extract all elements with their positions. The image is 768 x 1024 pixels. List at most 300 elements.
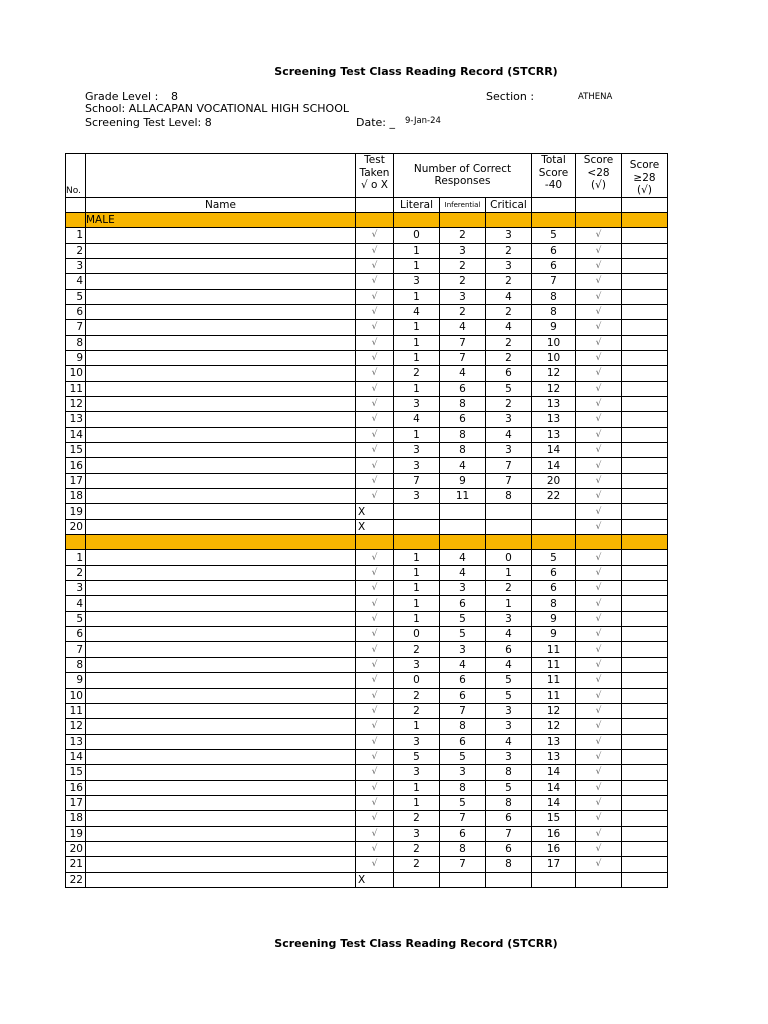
cell-no: 18 bbox=[66, 811, 86, 826]
cell-no: 16 bbox=[66, 780, 86, 795]
cell-name bbox=[86, 857, 356, 872]
cell-literal: 2 bbox=[394, 642, 440, 657]
cell-total: 12 bbox=[532, 719, 576, 734]
cell-lt28: √ bbox=[576, 489, 622, 504]
cell-total: 6 bbox=[532, 565, 576, 580]
female-section-label bbox=[86, 535, 356, 550]
cell-taken: √ bbox=[356, 243, 394, 258]
cell-critical: 7 bbox=[486, 826, 532, 841]
cell-literal: 3 bbox=[394, 396, 440, 411]
cell-total: 5 bbox=[532, 228, 576, 243]
cell-ge28 bbox=[622, 826, 668, 841]
cell-no: 20 bbox=[66, 841, 86, 856]
lt28-subheader-spacer bbox=[576, 197, 622, 212]
cell-critical: 3 bbox=[486, 719, 532, 734]
header-row-top bbox=[66, 154, 668, 198]
cell-literal: 1 bbox=[394, 350, 440, 365]
cell-taken: √ bbox=[356, 473, 394, 488]
cell-name bbox=[86, 550, 356, 565]
cell-no: 19 bbox=[66, 826, 86, 841]
cell-name bbox=[86, 596, 356, 611]
cell-lt28: √ bbox=[576, 734, 622, 749]
cell-total: 13 bbox=[532, 412, 576, 427]
cell-total: 8 bbox=[532, 304, 576, 319]
cell-name bbox=[86, 765, 356, 780]
cell-taken: √ bbox=[356, 412, 394, 427]
cell-ge28 bbox=[622, 458, 668, 473]
cell-total: 6 bbox=[532, 581, 576, 596]
cell-critical: 3 bbox=[486, 228, 532, 243]
test-taken-line-3: √ o X bbox=[361, 179, 388, 191]
cell-total bbox=[532, 504, 576, 519]
cell-inferential bbox=[440, 519, 486, 534]
cell-taken: √ bbox=[356, 228, 394, 243]
cell-lt28: √ bbox=[576, 335, 622, 350]
cell-taken: X bbox=[356, 504, 394, 519]
cell-lt28: √ bbox=[576, 627, 622, 642]
cell-literal: 5 bbox=[394, 749, 440, 764]
cell-taken: √ bbox=[356, 550, 394, 565]
column-no-header: No. bbox=[66, 154, 86, 198]
cell-literal: 2 bbox=[394, 366, 440, 381]
cell-no: 10 bbox=[66, 366, 86, 381]
cell-taken: √ bbox=[356, 335, 394, 350]
cell-ge28 bbox=[622, 381, 668, 396]
cell-lt28: √ bbox=[576, 320, 622, 335]
cell-name bbox=[86, 688, 356, 703]
cell-critical: 2 bbox=[486, 335, 532, 350]
cell-literal bbox=[394, 504, 440, 519]
cell-literal: 2 bbox=[394, 688, 440, 703]
table-row bbox=[66, 228, 668, 243]
cell-literal: 1 bbox=[394, 335, 440, 350]
table-row bbox=[66, 596, 668, 611]
cell-lt28: √ bbox=[576, 350, 622, 365]
cell-name bbox=[86, 581, 356, 596]
cell-inferential: 7 bbox=[440, 350, 486, 365]
score-lt28-line-1: Score bbox=[583, 154, 614, 166]
cell-total: 14 bbox=[532, 765, 576, 780]
cell-no: 12 bbox=[66, 396, 86, 411]
cell-total: 6 bbox=[532, 258, 576, 273]
cell-ge28 bbox=[622, 780, 668, 795]
no-subheader-spacer bbox=[66, 197, 86, 212]
cell-inferential: 8 bbox=[440, 396, 486, 411]
cell-literal: 4 bbox=[394, 304, 440, 319]
cell-literal: 1 bbox=[394, 611, 440, 626]
cell-taken: √ bbox=[356, 811, 394, 826]
cell-taken: √ bbox=[356, 381, 394, 396]
cell-inferential: 6 bbox=[440, 826, 486, 841]
cell-inferential: 3 bbox=[440, 243, 486, 258]
cell-literal: 1 bbox=[394, 565, 440, 580]
cell-lt28: √ bbox=[576, 243, 622, 258]
cell-lt28: √ bbox=[576, 381, 622, 396]
cell-no: 8 bbox=[66, 335, 86, 350]
table-row bbox=[66, 366, 668, 381]
column-literal-header: Literal bbox=[394, 197, 440, 212]
cell-no: 14 bbox=[66, 749, 86, 764]
cell-ge28 bbox=[622, 412, 668, 427]
cell-no: 4 bbox=[66, 274, 86, 289]
cell-total: 7 bbox=[532, 274, 576, 289]
cell-literal: 0 bbox=[394, 673, 440, 688]
column-score-ge28-header bbox=[622, 154, 668, 198]
cell-inferential: 3 bbox=[440, 581, 486, 596]
cell-ge28 bbox=[622, 811, 668, 826]
cell-ge28 bbox=[622, 550, 668, 565]
cell-name bbox=[86, 473, 356, 488]
cell-name bbox=[86, 335, 356, 350]
cell-total: 9 bbox=[532, 320, 576, 335]
score-ge28-line-1: Score bbox=[629, 159, 660, 171]
cell-critical: 5 bbox=[486, 381, 532, 396]
header-row-bottom bbox=[66, 197, 668, 212]
cell-critical: 6 bbox=[486, 366, 532, 381]
table-row bbox=[66, 504, 668, 519]
cell-literal: 1 bbox=[394, 427, 440, 442]
cell-inferential: 6 bbox=[440, 734, 486, 749]
cell-no: 20 bbox=[66, 519, 86, 534]
cell-total: 13 bbox=[532, 734, 576, 749]
cell-critical: 2 bbox=[486, 350, 532, 365]
cell-inferential bbox=[440, 504, 486, 519]
table-row bbox=[66, 627, 668, 642]
cell-inferential: 7 bbox=[440, 811, 486, 826]
cell-critical: 5 bbox=[486, 673, 532, 688]
cell-literal: 1 bbox=[394, 581, 440, 596]
cell-ge28 bbox=[622, 611, 668, 626]
cell-taken: √ bbox=[356, 765, 394, 780]
column-inferential-header: Inferential bbox=[440, 197, 486, 212]
cell-critical: 1 bbox=[486, 596, 532, 611]
cell-taken: √ bbox=[356, 427, 394, 442]
cell-inferential: 2 bbox=[440, 258, 486, 273]
table-row bbox=[66, 780, 668, 795]
table-row bbox=[66, 289, 668, 304]
cell-critical: 3 bbox=[486, 443, 532, 458]
cell-name bbox=[86, 366, 356, 381]
cell-taken: √ bbox=[356, 749, 394, 764]
cell-taken: √ bbox=[356, 443, 394, 458]
cell-critical: 3 bbox=[486, 749, 532, 764]
test-taken-line-2: Taken bbox=[359, 166, 390, 179]
cell-critical: 8 bbox=[486, 489, 532, 504]
cell-inferential: 5 bbox=[440, 795, 486, 810]
cell-lt28: √ bbox=[576, 473, 622, 488]
cell-name bbox=[86, 289, 356, 304]
cell-inferential: 7 bbox=[440, 857, 486, 872]
cell-ge28 bbox=[622, 396, 668, 411]
cell-lt28: √ bbox=[576, 596, 622, 611]
table-row bbox=[66, 581, 668, 596]
cell-name bbox=[86, 657, 356, 672]
cell-ge28 bbox=[622, 673, 668, 688]
cell-inferential: 6 bbox=[440, 688, 486, 703]
cell-total: 14 bbox=[532, 458, 576, 473]
cell-taken: √ bbox=[356, 642, 394, 657]
cell-inferential: 9 bbox=[440, 473, 486, 488]
cell-taken: √ bbox=[356, 350, 394, 365]
cell-critical: 5 bbox=[486, 780, 532, 795]
table-row bbox=[66, 243, 668, 258]
cell-taken: √ bbox=[356, 258, 394, 273]
cell-lt28: √ bbox=[576, 228, 622, 243]
cell-taken: √ bbox=[356, 780, 394, 795]
cell-no: 15 bbox=[66, 765, 86, 780]
cell-name bbox=[86, 611, 356, 626]
cell-no: 11 bbox=[66, 381, 86, 396]
table-row bbox=[66, 519, 668, 534]
cell-total: 20 bbox=[532, 473, 576, 488]
cell-ge28 bbox=[622, 289, 668, 304]
cell-literal: 1 bbox=[394, 289, 440, 304]
cell-total bbox=[532, 519, 576, 534]
female-section-cell bbox=[622, 535, 668, 550]
cell-no: 15 bbox=[66, 443, 86, 458]
cell-no: 16 bbox=[66, 458, 86, 473]
cell-total bbox=[532, 872, 576, 887]
cell-name bbox=[86, 458, 356, 473]
cell-inferential: 3 bbox=[440, 289, 486, 304]
cell-taken: √ bbox=[356, 673, 394, 688]
cell-lt28: √ bbox=[576, 581, 622, 596]
cell-inferential: 8 bbox=[440, 427, 486, 442]
cell-total: 22 bbox=[532, 489, 576, 504]
cell-name bbox=[86, 350, 356, 365]
table-row bbox=[66, 489, 668, 504]
cell-no: 11 bbox=[66, 703, 86, 718]
cell-name bbox=[86, 749, 356, 764]
cell-critical: 8 bbox=[486, 795, 532, 810]
cell-taken: √ bbox=[356, 320, 394, 335]
cell-inferential: 5 bbox=[440, 749, 486, 764]
cell-literal: 0 bbox=[394, 627, 440, 642]
cell-taken: √ bbox=[356, 627, 394, 642]
cell-lt28: √ bbox=[576, 258, 622, 273]
cell-name bbox=[86, 841, 356, 856]
total-score-line-1: Total bbox=[541, 154, 566, 166]
table-row bbox=[66, 734, 668, 749]
table-row bbox=[66, 841, 668, 856]
cell-lt28: √ bbox=[576, 673, 622, 688]
cell-inferential: 5 bbox=[440, 611, 486, 626]
cell-no: 1 bbox=[66, 228, 86, 243]
grade-level-value: 8 bbox=[171, 90, 178, 103]
table-row bbox=[66, 304, 668, 319]
cell-literal: 7 bbox=[394, 473, 440, 488]
cell-lt28: √ bbox=[576, 366, 622, 381]
cell-literal: 1 bbox=[394, 243, 440, 258]
cell-name bbox=[86, 642, 356, 657]
cell-literal bbox=[394, 519, 440, 534]
cell-no: 5 bbox=[66, 289, 86, 304]
cell-lt28: √ bbox=[576, 811, 622, 826]
cell-literal: 3 bbox=[394, 826, 440, 841]
cell-taken: √ bbox=[356, 289, 394, 304]
cell-name bbox=[86, 243, 356, 258]
cell-name bbox=[86, 734, 356, 749]
cell-literal: 3 bbox=[394, 734, 440, 749]
male-section-spacer bbox=[66, 212, 86, 227]
cell-total: 10 bbox=[532, 350, 576, 365]
cell-inferential: 4 bbox=[440, 565, 486, 580]
cell-total: 8 bbox=[532, 289, 576, 304]
cell-ge28 bbox=[622, 795, 668, 810]
table-row bbox=[66, 565, 668, 580]
cell-literal: 3 bbox=[394, 489, 440, 504]
cell-critical: 2 bbox=[486, 274, 532, 289]
table-row bbox=[66, 719, 668, 734]
cell-literal: 3 bbox=[394, 657, 440, 672]
cell-no: 17 bbox=[66, 795, 86, 810]
score-lt28-line-2: <28 bbox=[587, 166, 610, 179]
cell-ge28 bbox=[622, 565, 668, 580]
cell-inferential: 8 bbox=[440, 719, 486, 734]
cell-ge28 bbox=[622, 366, 668, 381]
cell-inferential: 6 bbox=[440, 381, 486, 396]
cell-ge28 bbox=[622, 304, 668, 319]
cell-no: 17 bbox=[66, 473, 86, 488]
female-section-row bbox=[66, 535, 668, 550]
cell-inferential: 7 bbox=[440, 335, 486, 350]
table-row bbox=[66, 258, 668, 273]
cell-taken: √ bbox=[356, 611, 394, 626]
cell-lt28: √ bbox=[576, 427, 622, 442]
cell-taken: √ bbox=[356, 841, 394, 856]
cell-critical: 0 bbox=[486, 550, 532, 565]
cell-inferential: 8 bbox=[440, 841, 486, 856]
cell-critical: 7 bbox=[486, 473, 532, 488]
cell-no: 13 bbox=[66, 412, 86, 427]
table-row bbox=[66, 412, 668, 427]
cell-critical: 4 bbox=[486, 289, 532, 304]
cell-inferential bbox=[440, 872, 486, 887]
cell-taken: √ bbox=[356, 565, 394, 580]
cell-critical: 2 bbox=[486, 581, 532, 596]
cell-inferential: 3 bbox=[440, 642, 486, 657]
table-row bbox=[66, 611, 668, 626]
cell-ge28 bbox=[622, 350, 668, 365]
cell-name bbox=[86, 443, 356, 458]
cell-no: 13 bbox=[66, 734, 86, 749]
cell-literal: 3 bbox=[394, 458, 440, 473]
page-title: Screening Test Class Reading Record (STCRR) bbox=[274, 65, 558, 78]
cell-inferential: 4 bbox=[440, 366, 486, 381]
cell-total: 17 bbox=[532, 857, 576, 872]
cell-ge28 bbox=[622, 320, 668, 335]
total-subheader-spacer bbox=[532, 197, 576, 212]
cell-taken: √ bbox=[356, 304, 394, 319]
table-row bbox=[66, 795, 668, 810]
cell-name bbox=[86, 396, 356, 411]
cell-lt28: √ bbox=[576, 611, 622, 626]
cell-lt28: √ bbox=[576, 765, 622, 780]
cell-name bbox=[86, 565, 356, 580]
cell-ge28 bbox=[622, 228, 668, 243]
table-row bbox=[66, 642, 668, 657]
cell-critical: 4 bbox=[486, 734, 532, 749]
test-taken-subheader-spacer bbox=[356, 197, 394, 212]
cell-total: 11 bbox=[532, 657, 576, 672]
cell-taken: √ bbox=[356, 657, 394, 672]
cell-total: 12 bbox=[532, 703, 576, 718]
score-ge28-line-4: (√) bbox=[637, 184, 652, 196]
cell-lt28: √ bbox=[576, 504, 622, 519]
cell-ge28 bbox=[622, 274, 668, 289]
table-row bbox=[66, 811, 668, 826]
female-section-cell bbox=[486, 535, 532, 550]
cell-inferential: 8 bbox=[440, 780, 486, 795]
score-ge28-line-3: ≥28 bbox=[633, 171, 656, 184]
cell-critical: 4 bbox=[486, 627, 532, 642]
cell-no: 7 bbox=[66, 642, 86, 657]
table-row bbox=[66, 703, 668, 718]
grade-level-label: Grade Level : bbox=[85, 90, 159, 103]
table-row bbox=[66, 749, 668, 764]
cell-taken: √ bbox=[356, 857, 394, 872]
score-lt28-line-3: (√) bbox=[591, 179, 606, 191]
cell-inferential: 5 bbox=[440, 627, 486, 642]
cell-name bbox=[86, 274, 356, 289]
test-taken-line-1: Test bbox=[364, 154, 385, 166]
cell-taken: √ bbox=[356, 489, 394, 504]
cell-critical: 7 bbox=[486, 458, 532, 473]
cell-critical bbox=[486, 519, 532, 534]
cell-total: 8 bbox=[532, 596, 576, 611]
cell-ge28 bbox=[622, 657, 668, 672]
cell-total: 16 bbox=[532, 841, 576, 856]
cell-taken: X bbox=[356, 519, 394, 534]
cell-ge28 bbox=[622, 703, 668, 718]
female-section-cell bbox=[394, 535, 440, 550]
cell-ge28 bbox=[622, 857, 668, 872]
cell-lt28: √ bbox=[576, 458, 622, 473]
cell-critical: 8 bbox=[486, 857, 532, 872]
cell-total: 5 bbox=[532, 550, 576, 565]
cell-critical: 3 bbox=[486, 258, 532, 273]
table-row bbox=[66, 826, 668, 841]
cell-name bbox=[86, 320, 356, 335]
cell-total: 14 bbox=[532, 780, 576, 795]
cell-inferential: 4 bbox=[440, 657, 486, 672]
cell-literal: 3 bbox=[394, 443, 440, 458]
female-section-cell bbox=[576, 535, 622, 550]
cell-literal: 3 bbox=[394, 274, 440, 289]
cell-critical: 3 bbox=[486, 611, 532, 626]
table-row bbox=[66, 673, 668, 688]
column-test-taken-header bbox=[356, 154, 394, 198]
cell-critical: 2 bbox=[486, 304, 532, 319]
cell-critical: 4 bbox=[486, 427, 532, 442]
cell-ge28 bbox=[622, 734, 668, 749]
screening-test-level: Screening Test Level: 8 bbox=[85, 116, 212, 129]
cell-taken: √ bbox=[356, 458, 394, 473]
cell-lt28: √ bbox=[576, 657, 622, 672]
cell-name bbox=[86, 304, 356, 319]
cell-name bbox=[86, 489, 356, 504]
cell-critical: 4 bbox=[486, 657, 532, 672]
cell-total: 12 bbox=[532, 381, 576, 396]
table-row bbox=[66, 350, 668, 365]
cell-inferential: 6 bbox=[440, 412, 486, 427]
cell-no: 4 bbox=[66, 596, 86, 611]
cell-inferential: 2 bbox=[440, 304, 486, 319]
cell-critical: 4 bbox=[486, 320, 532, 335]
date-label: Date: _ bbox=[356, 116, 395, 129]
cell-no: 7 bbox=[66, 320, 86, 335]
cell-literal: 1 bbox=[394, 550, 440, 565]
